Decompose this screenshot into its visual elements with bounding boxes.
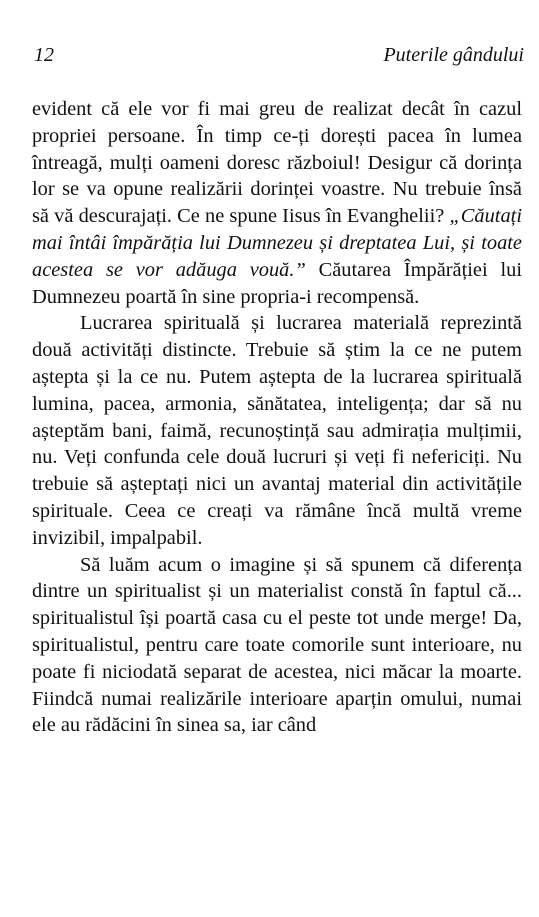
paragraph-1-text-end: Căutarea Împărăției lui Dumnezeu poartă în sine propria-i recompensă. <box>32 258 522 308</box>
paragraph-1-text-start: evident că ele vor fi mai greu de realizat decât în cazul propriei persoane. În timp ce-ți dorești pacea în lumea întreagă, mulți oameni doresc războiul! Desigur că dorința lor se va opune realizării dorinței voastre. Nu trebuie însă să vă descurajați. Ce ne spune Iisus în Evanghelii? <box>32 98 522 228</box>
running-title: Puterile gândului <box>383 44 524 66</box>
gospel-quote: „Căutați mai întâi împărăția lui Dumnezeu și dreptatea Lui, și toate acestea se vor adăuga vouă.” <box>32 205 522 281</box>
page-number: 12 <box>34 44 54 66</box>
paragraph-1 <box>32 96 522 310</box>
paragraph-3: Să luăm acum o imagine și să spunem că diferența dintre un spiritualist și un materialist constă în faptul că... spiritualistul își poartă casa cu el peste tot unde merge! Da, spiritualistul, pentru care toate comorile sunt interioare, nu poate fi niciodată separat de acestea, nici măcar la moarte. Fiindcă numai realizările interioare aparțin omului, numai ele au rădăcini în sinea sa, iar când <box>32 553 522 737</box>
paragraph-2: Lucrarea spirituală și lucrarea materială reprezintă două activități distincte. Trebuie să știm la ce ne putem aștepta și la ce nu. Putem aștepta de la lucrarea spirituală lumina, pacea, armonia, sănătatea, inteligența; dar să nu așteptăm bani, faimă, recunoștință sau admirația mulțimii, nu. Veți confunda cele două lucruri și veți fi nefericiți. Nu trebuie să așteptați nici un avantaj material din activitățile spirituale. Ceea ce creați va rămâne încă multă vreme invizibil, impalpabil. <box>32 312 522 549</box>
body-text <box>32 96 522 739</box>
page-header <box>34 44 524 70</box>
